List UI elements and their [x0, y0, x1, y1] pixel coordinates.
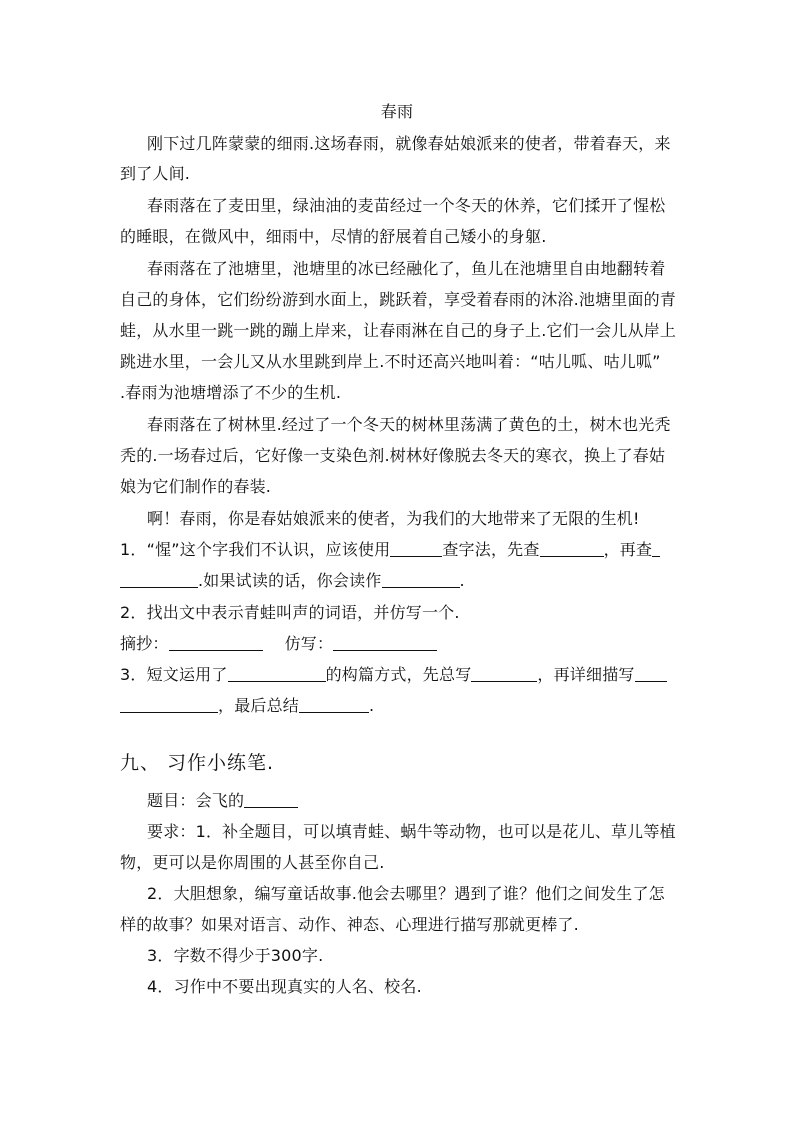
question-2-blank-copy[interactable]	[169, 634, 263, 651]
question-3-text-a: 3．短文运用了	[120, 665, 228, 684]
question-3-text-b: 的构篇方式，先总写	[325, 665, 472, 684]
question-3-blank-conclusion[interactable]	[299, 696, 369, 713]
question-2-answer-line	[120, 634, 437, 654]
question-1-blank-method[interactable]	[390, 540, 442, 557]
passage-paragraph-3-line-2: 自己的身体，它们纷纷游到水面上，跳跃着，享受着春雨的沐浴.池塘里面的青	[120, 290, 677, 309]
question-1-blank-second-lookup-start[interactable]	[652, 540, 660, 557]
question-3-blank-detail-start[interactable]	[635, 665, 667, 682]
question-1-text-d: .如果试读的话，你会读作	[198, 571, 382, 590]
question-3-line-2	[120, 696, 374, 716]
section-9-blank-topic[interactable]	[244, 791, 298, 808]
passage-paragraph-3-line-5: .春雨为池塘增添了不少的生机.	[120, 383, 342, 402]
question-1-blank-first-lookup[interactable]	[540, 540, 604, 557]
question-1-line-2	[120, 571, 465, 591]
question-2-prompt: 2．找出文中表示青蛙叫声的词语，并仿写一个.	[120, 603, 460, 622]
question-3-blank-summary-first[interactable]	[471, 665, 537, 682]
question-1-text-c: ，再查	[603, 540, 653, 559]
passage-paragraph-5-line-1: 啊！春雨，你是春姑娘派来的使者，为我们的大地带来了无限的生机!	[147, 509, 640, 528]
section-9-requirement-4: 4．习作中不要出现真实的人名、校名.	[147, 977, 422, 996]
question-2-blank-imitate[interactable]	[333, 634, 437, 651]
passage-paragraph-4-line-3: 娘为它们制作的春装.	[120, 477, 272, 496]
question-3-text-e: .	[369, 696, 375, 715]
question-3-text-c: ，再详细描写	[537, 665, 635, 684]
section-9-requirement-2-line-1: 2．大胆想象，编写童话故事.他会去哪里？遇到了谁？他们之间发生了怎	[147, 884, 665, 903]
question-1-text-a: 1．“惺”这个字我们不认识，应该使用	[120, 540, 391, 559]
question-1-text-e: .	[459, 571, 465, 590]
passage-paragraph-3-line-1: 春雨落在了池塘里，池塘里的冰已经融化了，鱼儿在池塘里自由地翻转着	[147, 259, 666, 278]
section-9-requirement-3: 3．字数不得少于300字.	[147, 946, 324, 965]
passage-paragraph-1-line-1: 刚下过几阵蒙蒙的细雨.这场春雨，就像春姑娘派来的使者，带着春天，来	[147, 134, 671, 153]
section-9-topic-line	[147, 791, 298, 811]
question-3-blank-structure[interactable]	[228, 665, 326, 682]
passage-paragraph-3-line-4: 跳进水里，一会儿又从水里跳到岸上.不时还高兴地叫着：“咕儿呱、咕儿呱”	[120, 352, 661, 371]
section-9-requirement-1-line-2: 物，更可以是你周围的人甚至你自己.	[120, 853, 385, 872]
passage-title: 春雨	[380, 102, 414, 121]
passage-paragraph-2-line-1: 春雨落在了麦田里，绿油油的麦苗经过一个冬天的休养，它们揉开了惺松	[147, 196, 666, 215]
section-9-requirement-2-line-2: 样的故事？如果对语言、动作、神态、心理进行描写那就更棒了.	[120, 915, 579, 934]
question-3-blank-detail[interactable]	[120, 696, 218, 713]
passage-paragraph-1-line-2: 到了人间.	[120, 164, 191, 183]
question-1-line-1	[120, 540, 660, 560]
passage-paragraph-4-line-1: 春雨落在了树林里.经过了一个冬天的树林里荡满了黄色的土，树木也光秃	[147, 415, 671, 434]
question-2-copy-label: 摘抄：	[120, 634, 169, 653]
question-1-text-b: 查字法，先查	[442, 540, 540, 559]
section-9-heading: 九、 习作小练笔.	[120, 752, 275, 774]
question-3-line-1	[120, 665, 667, 685]
question-2-imitate-label: 仿写：	[284, 634, 334, 653]
section-9-requirement-1-line-1: 要求：1．补全题目，可以填青蛙、蜗牛等动物，也可以是花儿、草儿等植	[147, 822, 676, 841]
passage-paragraph-2-line-2: 的睡眼，在微风中，细雨中，尽情的舒展着自己矮小的身躯.	[120, 227, 547, 246]
question-1-blank-pronunciation[interactable]	[382, 571, 460, 588]
passage-paragraph-4-line-2: 秃的.一场春过后，它好像一支染色剂.树林好像脱去冬天的寒衣，换上了春姑	[120, 446, 666, 465]
question-1-blank-second-lookup[interactable]	[120, 571, 198, 588]
section-9-topic-label: 题目：会飞的	[147, 791, 245, 810]
question-3-text-d: ，最后总结	[218, 696, 300, 715]
passage-paragraph-3-line-3: 蛙，从水里一跳一跳的蹦上岸来，让春雨淋在自己的身子上.它们一会儿从岸上	[120, 321, 677, 340]
